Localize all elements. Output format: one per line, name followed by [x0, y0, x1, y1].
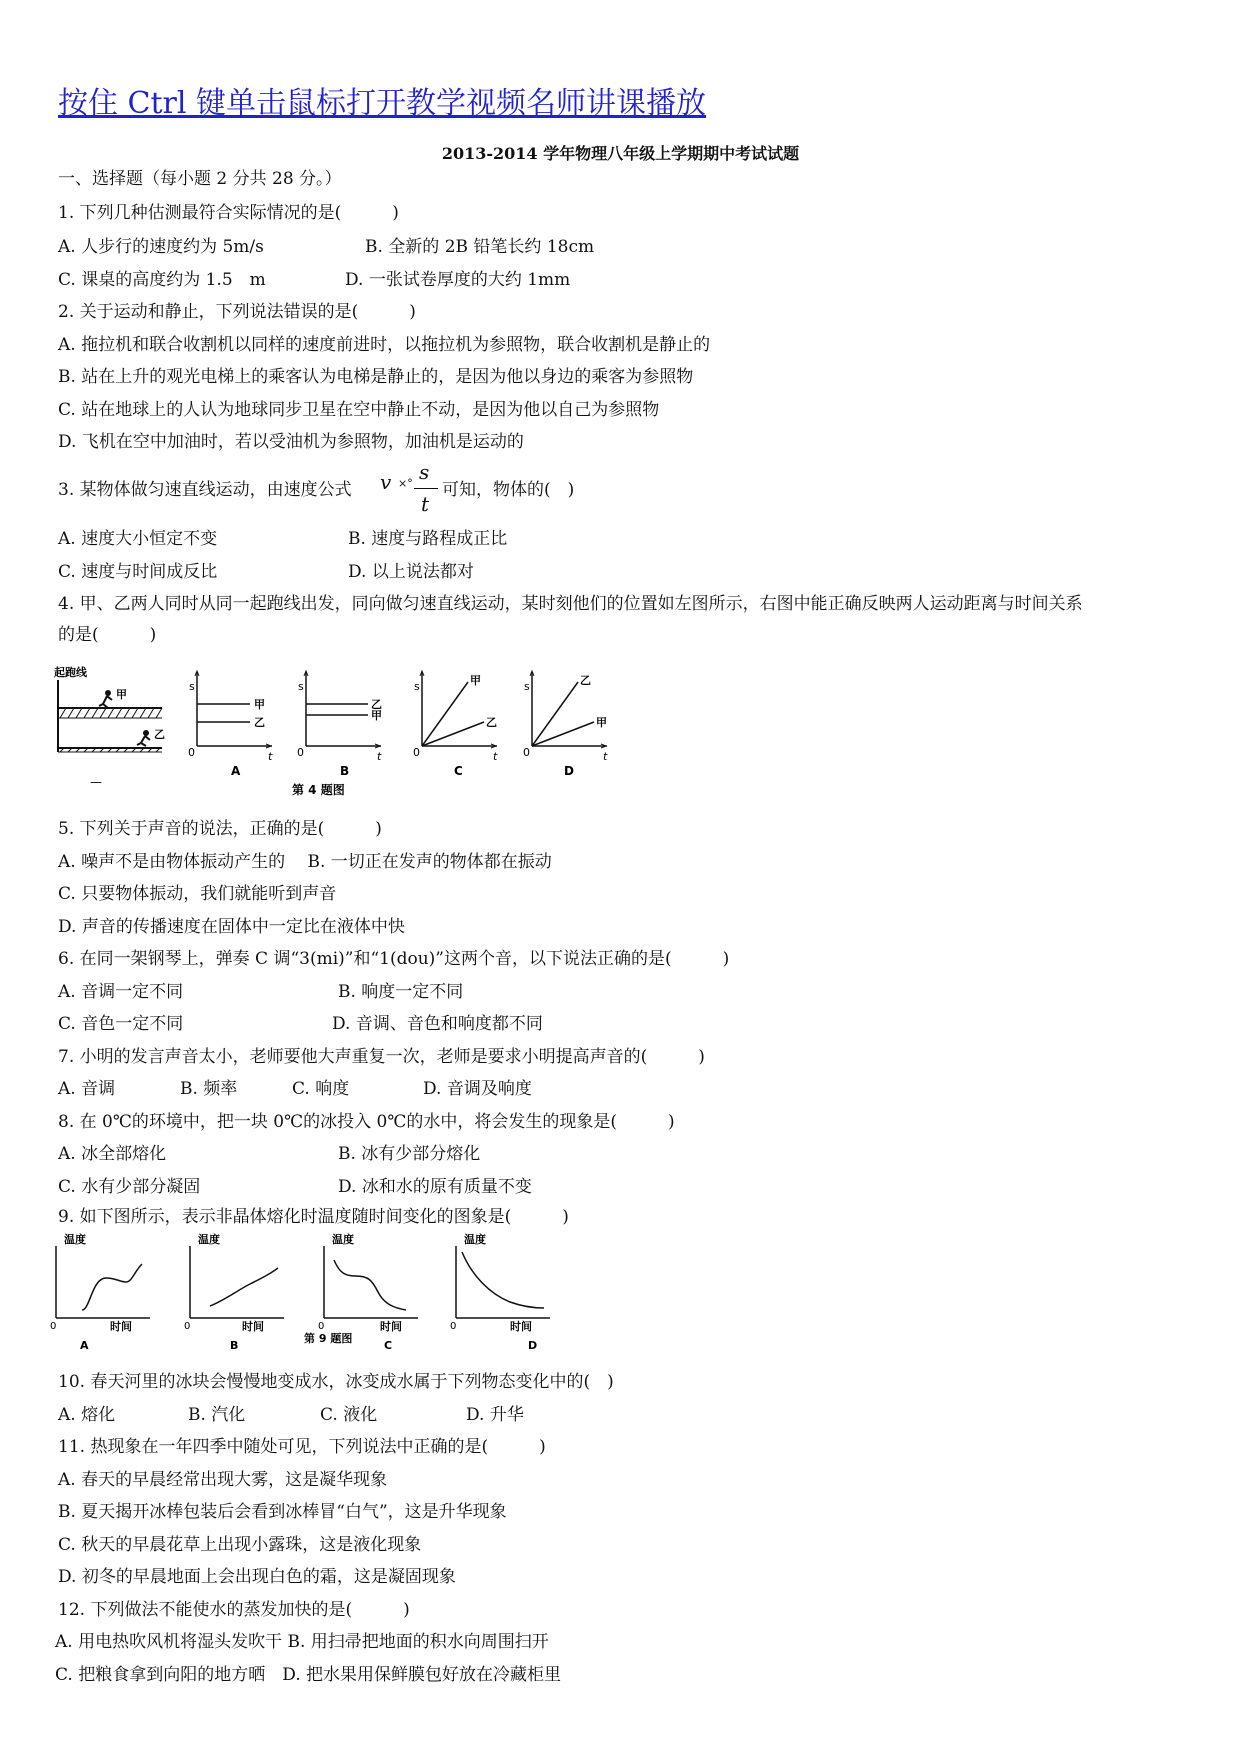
- svg-text:时间: 时间: [242, 1320, 264, 1333]
- svg-text:t: t: [377, 750, 382, 763]
- fig9-caption: 第 9 题图: [304, 1332, 353, 1345]
- q1-stem: 1. 下列几种估测最符合实际情况的是( ): [58, 203, 399, 223]
- q8-stem: 8. 在 0℃的环境中，把一块 0℃的冰投入 0℃的水中，将会发生的现象是( ): [58, 1112, 675, 1132]
- svg-text:温度: 温度: [198, 1233, 220, 1246]
- q6-option-d: D. 音调、音色和响度都不同: [332, 1014, 543, 1034]
- svg-text:乙: 乙: [580, 674, 591, 687]
- fig4-left-label: —: [90, 775, 102, 789]
- svg-text:0: 0: [184, 1321, 191, 1332]
- q5-option-ab: A. 噪声不是由物体振动产生的 B. 一切正在发声的物体都在振动: [58, 852, 552, 872]
- svg-text:t: t: [268, 750, 273, 763]
- svg-text:温度: 温度: [64, 1233, 86, 1246]
- q9-stem: 9. 如下图所示，表示非晶体熔化时温度随时间变化的图象是( ): [58, 1207, 569, 1227]
- svg-text:0: 0: [450, 1321, 457, 1332]
- svg-text:甲: 甲: [470, 674, 481, 687]
- svg-text:0: 0: [50, 1321, 57, 1332]
- q3-option-b: B. 速度与路程成正比: [348, 529, 508, 549]
- q6-option-a: A. 音调一定不同: [58, 982, 184, 1002]
- fig4-label-b: B: [340, 764, 350, 778]
- svg-text:时间: 时间: [380, 1320, 402, 1333]
- q12-option-cd: C. 把粮食拿到向阳的地方晒 D. 把水果用保鲜膜包好放在冷藏柜里: [55, 1665, 562, 1685]
- formula-numerator: s: [419, 460, 430, 484]
- formula-equal-glyph: ×°: [398, 477, 413, 490]
- svg-text:甲: 甲: [371, 709, 382, 722]
- q2-option-b: B. 站在上升的观光电梯上的乘客认为电梯是静止的，是因为他以身边的乘客为参照物: [58, 367, 694, 387]
- svg-text:甲: 甲: [254, 698, 265, 711]
- section-heading: 一、选择题（每小题 2 分共 28 分。）: [58, 169, 342, 189]
- svg-text:乙: 乙: [254, 716, 265, 729]
- svg-text:时间: 时间: [510, 1320, 532, 1333]
- q3-stem-pre: 3. 某物体做匀速直线运动，由速度公式: [58, 480, 352, 500]
- fig4-label-d: D: [564, 764, 574, 778]
- svg-text:乙: 乙: [486, 716, 497, 729]
- q7-option-c: C. 响度: [292, 1079, 350, 1099]
- svg-text:温度: 温度: [464, 1233, 486, 1246]
- q8-option-a: A. 冰全部熔化: [58, 1144, 167, 1164]
- q3-option-c: C. 速度与时间成反比: [58, 562, 218, 582]
- q7-stem: 7. 小明的发言声音太小，老师要他大声重复一次，老师是要求小明提高声音的( ): [58, 1047, 705, 1067]
- q11-stem: 11. 热现象在一年四季中随处可见，下列说法中正确的是( ): [58, 1437, 546, 1457]
- q7-option-b: B. 频率: [180, 1079, 238, 1099]
- q11-option-c: C. 秋天的早晨花草上出现小露珠，这是液化现象: [58, 1535, 422, 1555]
- formula-denominator: t: [421, 492, 430, 516]
- q10-option-b: B. 汽化: [188, 1405, 246, 1425]
- runner-yi-label: 乙: [154, 728, 165, 741]
- svg-text:s: s: [189, 680, 195, 693]
- fig9-label-d: D: [528, 1339, 538, 1352]
- fig9-graph-b: [184, 1232, 284, 1352]
- svg-text:甲: 甲: [596, 716, 607, 729]
- q5-option-d: D. 声音的传播速度在固体中一定比在液体中快: [58, 917, 405, 937]
- runner-yi-icon: [137, 730, 150, 746]
- fig4-start-diagram: [54, 665, 165, 789]
- svg-text:0: 0: [413, 746, 420, 759]
- start-line-label: 起跑线: [54, 666, 87, 679]
- q12-option-ab: A. 用电热吹风机将湿头发吹干 B. 用扫帚把地面的积水向周围扫开: [55, 1632, 549, 1652]
- q10-option-d: D. 升华: [466, 1405, 524, 1425]
- figure-4: [50, 660, 630, 800]
- q3-option-d: D. 以上说法都对: [348, 562, 474, 582]
- q11-option-d: D. 初冬的早晨地面上会出现白色的霜，这是凝固现象: [58, 1567, 456, 1587]
- svg-text:s: s: [524, 680, 530, 693]
- fig4-graph-c: [413, 671, 498, 778]
- video-link[interactable]: 按住 Ctrl 键单击鼠标打开教学视频名师讲课播放: [58, 86, 707, 121]
- q10-stem: 10. 春天河里的冰块会慢慢地变成水，冰变成水属于下列物态变化中的( ): [58, 1372, 614, 1392]
- q6-option-b: B. 响度一定不同: [338, 982, 464, 1002]
- q11-option-a: A. 春天的早晨经常出现大雾，这是凝华现象: [58, 1470, 388, 1490]
- fig4-graph-d: [523, 671, 608, 778]
- fig4-graph-b: [297, 671, 382, 778]
- q5-option-c: C. 只要物体振动，我们就能听到声音: [58, 884, 337, 904]
- q1-option-d: D. 一张试卷厚度的大约 1mm: [345, 270, 571, 290]
- svg-text:s: s: [298, 680, 304, 693]
- q1-option-b: B. 全新的 2B 铅笔长约 18cm: [365, 237, 595, 257]
- q10-option-c: C. 液化: [320, 1405, 378, 1425]
- q7-option-a: A. 音调: [58, 1079, 116, 1099]
- q2-option-c: C. 站在地球上的人认为地球同步卫星在空中静止不动，是因为他以自己为参照物: [58, 400, 660, 420]
- svg-text:温度: 温度: [332, 1233, 354, 1246]
- fig4-graph-a: [188, 671, 273, 778]
- figure-9: [50, 1232, 590, 1352]
- q10-option-a: A. 熔化: [58, 1405, 116, 1425]
- runner-jia-icon: [99, 690, 112, 708]
- runner-jia-label: 甲: [116, 688, 127, 701]
- svg-text:0: 0: [318, 1321, 325, 1332]
- q6-stem: 6. 在同一架钢琴上，弹奏 C 调“3(mi)”和“1(dou)”这两个音，以下说法正确的是( ): [58, 949, 730, 969]
- svg-text:0: 0: [188, 746, 195, 759]
- fig4-caption: 第 4 题图: [292, 783, 345, 797]
- formula-v: v: [380, 470, 392, 494]
- q3-option-a: A. 速度大小恒定不变: [58, 529, 218, 549]
- q8-option-b: B. 冰有少部分熔化: [338, 1144, 481, 1164]
- q1-option-a: A. 人步行的速度约为 5m/s: [58, 237, 264, 257]
- fig9-graph-a: [50, 1232, 150, 1352]
- q2-stem: 2. 关于运动和静止，下列说法错误的是( ): [58, 302, 416, 322]
- q8-option-c: C. 水有少部分凝固: [58, 1177, 201, 1197]
- q2-option-d: D. 飞机在空中加油时，若以受油机为参照物，加油机是运动的: [58, 432, 524, 452]
- q5-stem: 5. 下列关于声音的说法，正确的是( ): [58, 819, 382, 839]
- q7-option-d: D. 音调及响度: [423, 1079, 532, 1099]
- fraction-bar: [414, 488, 438, 489]
- q8-option-d: D. 冰和水的原有质量不变: [338, 1177, 532, 1197]
- svg-text:s: s: [414, 680, 420, 693]
- fig9-label-c: C: [384, 1339, 393, 1352]
- svg-text:t: t: [493, 750, 498, 763]
- fig9-label-a: A: [80, 1339, 89, 1352]
- svg-text:时间: 时间: [110, 1320, 132, 1333]
- fig4-label-a: A: [231, 764, 241, 778]
- q1-option-c: C. 课桌的高度约为 1.5 m: [58, 270, 266, 290]
- q3-stem-post: 可知，物体的( ): [442, 480, 575, 500]
- q6-option-c: C. 音色一定不同: [58, 1014, 184, 1034]
- q4-stem-line2: 的是( ): [58, 625, 157, 645]
- svg-text:t: t: [603, 750, 608, 763]
- fig4-label-c: C: [454, 764, 463, 778]
- fig9-graph-c: [318, 1232, 418, 1333]
- q4-stem-line1: 4. 甲、乙两人同时从同一起跑线出发，同向做匀速直线运动，某时刻他们的位置如左图所示，右图中能正确反映两人运动距离与时间关系: [58, 594, 1083, 614]
- svg-text:乙: 乙: [371, 698, 382, 711]
- fig9-label-b: B: [230, 1339, 239, 1352]
- exam-title: 2013-2014 学年物理八年级上学期期中考试试题: [441, 144, 800, 163]
- fig9-graph-d: [450, 1232, 550, 1352]
- svg-text:0: 0: [297, 746, 304, 759]
- q11-option-b: B. 夏天揭开冰棒包装后会看到冰棒冒“白气”，这是升华现象: [58, 1502, 507, 1522]
- q2-option-a: A. 拖拉机和联合收割机以同样的速度前进时，以拖拉机为参照物，联合收割机是静止的: [58, 335, 711, 355]
- q12-stem: 12. 下列做法不能使水的蒸发加快的是( ): [58, 1600, 410, 1620]
- svg-text:0: 0: [523, 746, 530, 759]
